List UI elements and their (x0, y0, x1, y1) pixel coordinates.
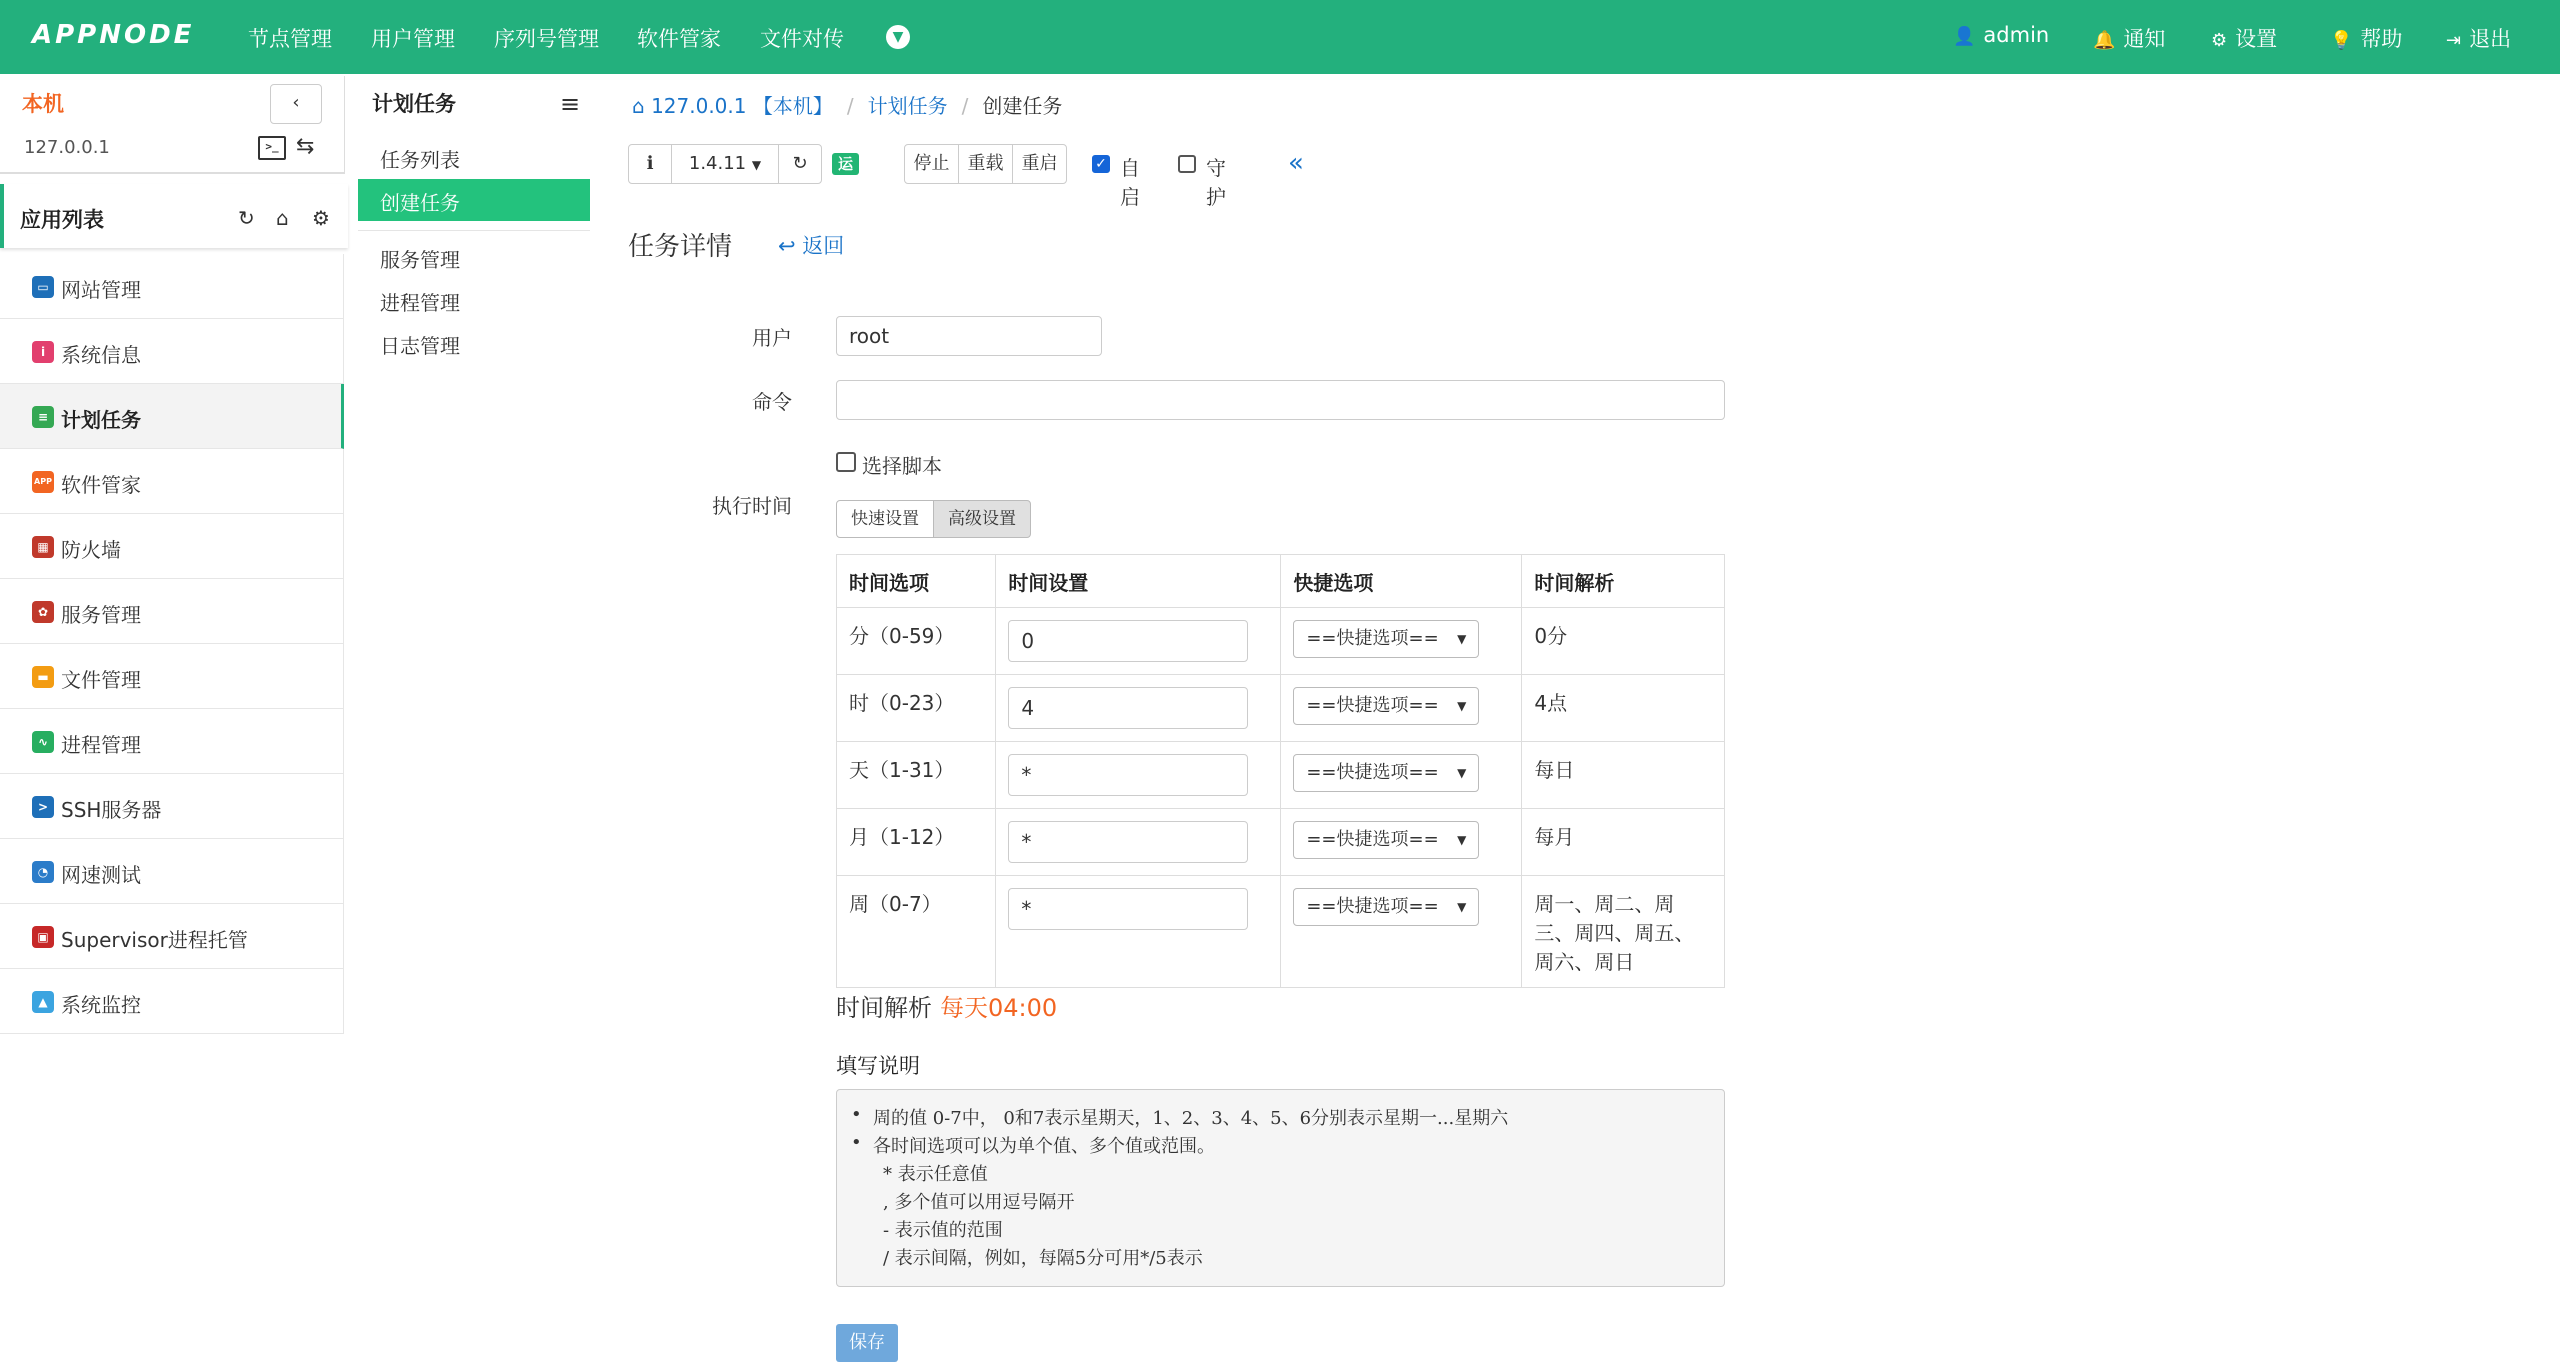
settings-button[interactable] (2211, 23, 2277, 53)
app-item-label: 网站管理 (61, 278, 141, 302)
table-row (837, 742, 1725, 809)
bell-icon: 🔔 (2093, 30, 2116, 51)
sidebar-item-process-management[interactable]: 进程管理 (380, 291, 460, 315)
top-navbar (0, 0, 2560, 74)
hour-input[interactable]: 4 (1008, 687, 1248, 729)
autostart-checkbox[interactable]: ✓ (1092, 155, 1110, 173)
sidebar-item-log-management[interactable]: 日志管理 (380, 334, 460, 358)
select-script-label: 选择脚本 (862, 454, 942, 478)
app-item-speed-test[interactable] (0, 839, 344, 904)
instructions-box (836, 1089, 1725, 1287)
time-analysis (836, 988, 1057, 1023)
minute-quick-select[interactable] (1293, 620, 1479, 658)
select-value: ==快捷选项== (1306, 829, 1439, 850)
note-line: , 多个值可以用逗号隔开 (883, 1192, 1075, 1213)
autostart-label: 自启 (1120, 156, 1140, 209)
task-sidebar (344, 74, 594, 1371)
time-option-cell: 周（0-7） (837, 876, 996, 988)
select-script-checkbox[interactable] (836, 452, 856, 472)
time-parse-cell: 0分 (1522, 608, 1725, 675)
select-value: ==快捷选项== (1306, 695, 1439, 716)
tab-advanced-settings[interactable]: 高级设置 (933, 500, 1031, 538)
quick-option-cell (1281, 876, 1522, 988)
guard-label: 守护 (1206, 156, 1226, 209)
weekday-input[interactable]: * (1008, 888, 1248, 930)
app-item-label: 系统监控 (61, 993, 141, 1017)
home-icon[interactable]: ⌂ (632, 94, 652, 118)
breadcrumb-separator: / (961, 94, 969, 118)
app-item-service-manager[interactable] (0, 579, 344, 644)
host-panel (0, 76, 345, 174)
bullet: • (851, 1104, 862, 1125)
app-item-firewall[interactable] (0, 514, 344, 579)
app-item-label: 系统信息 (61, 343, 141, 367)
save-button[interactable]: 保存 (836, 1324, 898, 1362)
tab-quick-settings[interactable]: 快速设置 (836, 500, 934, 538)
back-label: 返回 (802, 234, 845, 258)
status-badge: 运行中 (832, 153, 859, 175)
process-icon: ∿ (32, 731, 54, 753)
nav-file-transfer[interactable]: 文件对传 (760, 27, 844, 51)
help-label: 帮助 (2360, 27, 2403, 51)
minute-input[interactable]: 0 (1008, 620, 1248, 662)
time-setting-cell (996, 876, 1281, 988)
quick-option-cell (1281, 608, 1522, 675)
info-icon[interactable]: ℹ (628, 144, 672, 184)
time-option-cell: 月（1-12） (837, 809, 996, 876)
user-menu[interactable] (1953, 23, 2049, 47)
bullet: • (851, 1132, 862, 1153)
time-analysis-value: 每天04:00 (940, 994, 1058, 1022)
app-item-label: 防火墙 (61, 538, 121, 562)
weekday-quick-select[interactable] (1293, 888, 1479, 926)
time-parse-cell: 周一、周二、周三、周四、周五、周六、周日 (1522, 876, 1725, 988)
firewall-icon: ▦ (32, 536, 54, 558)
logout-icon: ⇥ (2446, 30, 2462, 51)
app-list-title: 应用列表 (20, 208, 104, 232)
caret-down-icon: ▼ (1457, 833, 1467, 847)
terminal-icon[interactable]: >_ (258, 136, 286, 160)
version-dropdown[interactable] (671, 144, 779, 184)
app-item-label: 网速测试 (61, 863, 141, 887)
home-icon[interactable]: ⌂ (276, 206, 289, 230)
monitor-icon: ▲ (32, 991, 54, 1013)
caret-down-icon: ▼ (1457, 699, 1467, 713)
back-button[interactable] (778, 230, 844, 260)
table-header-row (837, 555, 1725, 608)
note-line: * 表示任意值 (883, 1164, 988, 1185)
gear-icon: ⚙ (2211, 30, 2228, 51)
gear-icon[interactable]: ⚙ (312, 206, 330, 230)
sidebar-item-service-management[interactable]: 服务管理 (380, 248, 460, 272)
page-title: 任务详情 (628, 232, 733, 262)
app-item-label: SSH服务器 (61, 798, 162, 822)
table-row (837, 809, 1725, 876)
app-item-label: 进程管理 (61, 733, 141, 757)
website-icon: ▭ (32, 276, 54, 298)
time-setting-cell (996, 742, 1281, 809)
app-item-label: 计划任务 (61, 408, 141, 432)
note-line: / 表示间隔，例如，每隔5分可用*/5表示 (883, 1248, 1203, 1269)
menu-icon[interactable]: ≡ (560, 90, 581, 118)
user-label: 用户 (752, 326, 792, 350)
column-header: 时间设置 (996, 555, 1281, 608)
breadcrumb-host[interactable]: 127.0.0.1 【本机】 (651, 94, 833, 118)
restart-button[interactable]: 重启 (1012, 144, 1067, 184)
app-item-supervisor[interactable] (0, 904, 344, 969)
time-option-cell: 天（1-31） (837, 742, 996, 809)
reply-arrow-icon: ↩ (778, 234, 803, 258)
app-item-label: 软件管家 (61, 473, 141, 497)
app-item-ssh-server[interactable] (0, 774, 344, 839)
refresh-icon[interactable]: ↻ (778, 144, 822, 184)
chevron-down-icon[interactable]: ▼ (886, 25, 910, 49)
app-item-system-monitor[interactable] (0, 969, 344, 1034)
time-setting-cell (996, 608, 1281, 675)
reload-button[interactable]: 重载 (958, 144, 1013, 184)
app-item-label: Supervisor进程托管 (61, 928, 248, 952)
breadcrumb-section[interactable]: 计划任务 (867, 94, 948, 118)
host-name: 本机 (22, 92, 64, 116)
select-value: ==快捷选项== (1306, 896, 1439, 917)
select-value: ==快捷选项== (1306, 762, 1439, 783)
app-item-scheduled-tasks[interactable] (0, 384, 344, 449)
user-icon: 👤 (1953, 26, 1976, 47)
time-parse-cell: 4点 (1522, 675, 1725, 742)
instructions-title: 填写说明 (836, 1054, 920, 1078)
caret-down-icon: ▼ (1457, 766, 1467, 780)
hour-quick-select[interactable] (1293, 687, 1479, 725)
appnode-logo[interactable]: APPNODE (32, 20, 195, 50)
app-item-website[interactable] (0, 254, 344, 319)
breadcrumb-current: 创建任务 (982, 94, 1063, 118)
breadcrumb-separator: / (846, 94, 854, 118)
collapse-sidebar-button[interactable]: ‹ (270, 84, 322, 124)
note-line: 周的值 0-7中， 0和7表示星期天，1、2、3、4、5、6分别表示星期一...星期六 (873, 1108, 1509, 1129)
user-input[interactable]: root (836, 316, 1102, 356)
table-row (837, 876, 1725, 988)
sidebar-item-create-task[interactable] (358, 179, 590, 221)
refresh-icon[interactable]: ↻ (238, 206, 255, 230)
logout-button[interactable] (2446, 23, 2511, 53)
table-row (837, 675, 1725, 742)
column-header: 快捷选项 (1281, 555, 1522, 608)
host-ip: 127.0.0.1 (24, 137, 110, 158)
nav-serial-management[interactable]: 序列号管理 (494, 27, 599, 51)
speedtest-icon: ◔ (32, 861, 54, 883)
app-item-process-manager[interactable] (0, 709, 344, 774)
caret-down-icon: ▼ (751, 158, 762, 172)
time-option-cell: 时（0-23） (837, 675, 996, 742)
nav-node-management[interactable]: 节点管理 (248, 27, 332, 51)
task-sidebar-title: 计划任务 (372, 92, 456, 116)
app-item-label: 文件管理 (61, 668, 141, 692)
quick-option-cell (1281, 809, 1522, 876)
stop-button[interactable]: 停止 (904, 144, 959, 184)
month-input[interactable]: * (1008, 821, 1248, 863)
command-label: 命令 (752, 390, 792, 414)
quick-option-cell (1281, 742, 1522, 809)
switch-host-icon[interactable]: ⇆ (296, 134, 315, 159)
exec-time-label: 执行时间 (712, 494, 792, 518)
help-button[interactable] (2330, 23, 2402, 53)
command-input[interactable] (836, 380, 1725, 420)
task-icon: ≡ (32, 406, 54, 428)
column-header: 时间选项 (837, 555, 996, 608)
settings-label: 设置 (2235, 27, 2278, 51)
select-value: ==快捷选项== (1306, 628, 1439, 649)
app-store-icon: APP (32, 471, 54, 493)
sidebar-item-task-list[interactable]: 任务列表 (380, 148, 460, 172)
time-parse-cell: 每月 (1522, 809, 1725, 876)
double-chevron-left-icon[interactable]: « (1288, 148, 1304, 178)
username: admin (1983, 23, 2050, 47)
column-header: 时间解析 (1522, 555, 1725, 608)
folder-icon: ▬ (32, 666, 54, 688)
nav-user-management[interactable]: 用户管理 (371, 27, 455, 51)
time-parse-cell: 每日 (1522, 742, 1725, 809)
info-icon: i (32, 341, 54, 363)
ssh-icon: > (32, 796, 54, 818)
note-line: 各时间选项可以为单个值、多个值或范围。 (873, 1136, 1215, 1157)
version-label: 1.4.11 (688, 153, 747, 174)
supervisor-icon: ▣ (32, 926, 54, 948)
sidebar-item-label: 创建任务 (380, 191, 460, 215)
app-item-label: 服务管理 (61, 603, 141, 627)
note-line: - 表示值的范围 (883, 1220, 1003, 1241)
table-row (837, 608, 1725, 675)
lightbulb-icon: 💡 (2330, 30, 2353, 51)
logout-label: 退出 (2469, 27, 2512, 51)
time-analysis-label: 时间解析 (836, 994, 932, 1022)
time-setting-cell (996, 809, 1281, 876)
time-option-cell: 分（0-59） (837, 608, 996, 675)
caret-down-icon: ▼ (1457, 632, 1467, 646)
app-list-header (0, 184, 348, 248)
guard-checkbox[interactable] (1178, 155, 1196, 173)
time-setting-cell (996, 675, 1281, 742)
quick-option-cell (1281, 675, 1522, 742)
day-quick-select[interactable] (1293, 754, 1479, 792)
breadcrumb (632, 90, 1062, 119)
service-icon: ✿ (32, 601, 54, 623)
month-quick-select[interactable] (1293, 821, 1479, 859)
caret-down-icon: ▼ (1457, 900, 1467, 914)
app-item-system-info[interactable] (0, 319, 344, 384)
app-list (0, 254, 344, 1034)
app-item-file-manager[interactable] (0, 644, 344, 709)
divider (358, 230, 590, 231)
nav-software-manager[interactable]: 软件管家 (637, 27, 721, 51)
day-input[interactable]: * (1008, 754, 1248, 796)
app-item-software-manager[interactable] (0, 449, 344, 514)
notify-label: 通知 (2123, 27, 2166, 51)
notify-button[interactable] (2093, 23, 2165, 53)
schedule-table (836, 554, 1725, 988)
